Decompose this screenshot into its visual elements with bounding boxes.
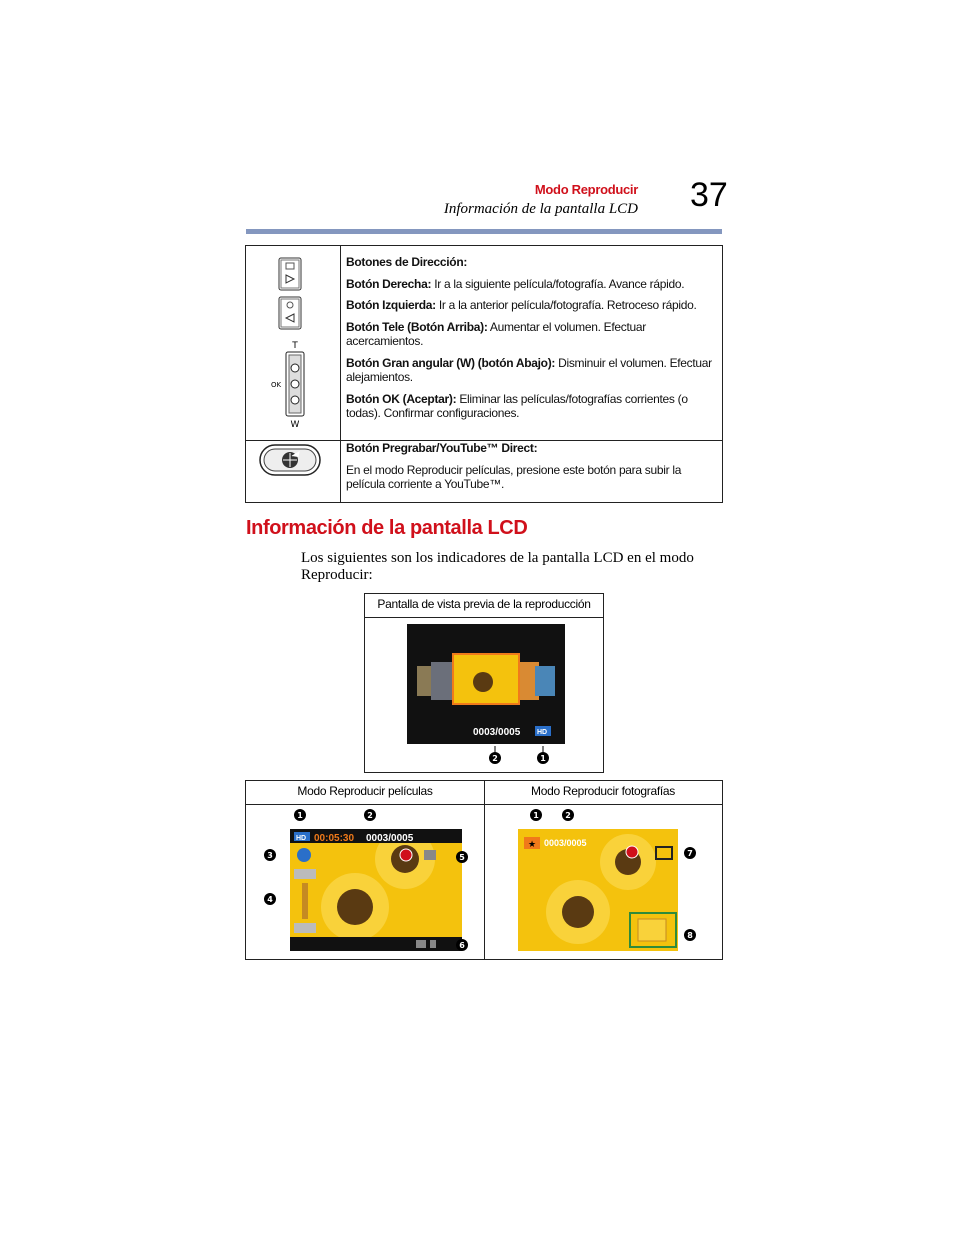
pregrabar-youtube-icon	[259, 444, 321, 476]
volume-bar	[302, 883, 308, 919]
preview-figure	[364, 593, 604, 773]
left-button-desc: Botón Izquierda: Ir a la anterior película/fotografía. Retroceso rápido.	[346, 298, 697, 312]
callout-number: 7	[687, 849, 693, 858]
pregrabar-title: Botón Pregrabar/YouTube™ Direct:	[346, 441, 538, 455]
header-rule	[246, 229, 722, 234]
left-button-icon	[278, 296, 302, 330]
zoom-t-label: T	[292, 341, 298, 351]
ok-hint-icon	[416, 940, 426, 948]
running-header-subsection: Información de la pantalla LCD	[443, 201, 638, 217]
photo-playback-screen	[508, 807, 708, 957]
ok-button-desc: Botón OK (Aceptar): Eliminar las películas/fotografías corrientes (o todas). Confirmar configuraciones.	[346, 392, 688, 420]
buttons-table	[245, 245, 723, 503]
table-divider	[484, 781, 485, 959]
figure-divider	[365, 617, 603, 618]
callout-number: 2	[492, 754, 498, 763]
volume-down-icon	[294, 923, 316, 933]
file-counter: 0003/0005	[544, 838, 587, 848]
page-number: 37	[690, 176, 728, 214]
section-intro: Los siguientes son los indicadores de la pantalla LCD en el modo Reproducir:	[301, 550, 694, 583]
preview-lcd-screen	[405, 622, 575, 770]
zoom-w-label: W	[290, 420, 300, 428]
direction-buttons-title: Botones de Dirección:	[346, 255, 468, 269]
movie-playback-screen	[260, 807, 470, 957]
callout-number: 8	[687, 931, 693, 940]
callout-number: 6	[459, 941, 465, 950]
movie-mode-caption: Modo Reproducir películas	[297, 784, 433, 798]
table-divider	[246, 804, 722, 805]
callout-number: 1	[533, 811, 539, 820]
thumb-photo	[431, 662, 453, 700]
volume-up-icon	[294, 869, 316, 879]
callout-number: 4	[267, 895, 273, 904]
hd-badge: HD	[296, 835, 307, 842]
modes-table	[245, 780, 723, 960]
delete-hint-icon	[430, 940, 436, 948]
zoom-ok-label: OK	[270, 381, 282, 389]
wide-button-desc: Botón Gran angular (W) (botón Abajo): Disminuir el volumen. Efectuar alejamientos.	[346, 356, 712, 384]
preview-caption: Pantalla de vista previa de la reproducción	[377, 597, 591, 611]
callout-number: 2	[565, 811, 571, 820]
record-icon	[626, 846, 638, 858]
hd-badge: HD	[537, 729, 548, 736]
movie-elapsed-time: 00:05:30	[314, 833, 355, 844]
record-icon	[400, 849, 412, 861]
callout-number: 1	[540, 754, 546, 763]
right-button-icon	[278, 257, 302, 291]
youtube-upload-icon	[297, 848, 311, 862]
tele-button-desc: Botón Tele (Botón Arriba): Aumentar el volumen. Efectuar acercamientos.	[346, 320, 646, 348]
file-counter: 0003/0005	[366, 833, 414, 844]
thumb-photo	[535, 666, 555, 696]
zoom-area	[638, 919, 666, 941]
svg-text:★: ★	[527, 840, 537, 850]
callout-number: 1	[297, 811, 303, 820]
play-icon	[424, 850, 436, 860]
pregrabar-desc: En el modo Reproducir películas, presione este botón para subir la película corriente a YouTube™.	[346, 463, 682, 491]
callout-number: 2	[367, 811, 373, 820]
table-divider	[340, 246, 341, 502]
zoom-rocker-icon	[268, 340, 314, 428]
callout-number: 3	[267, 851, 273, 860]
right-button-desc: Botón Derecha: Ir a la siguiente película/fotografía. Avance rápido.	[346, 277, 685, 291]
running-header-section: Modo Reproducir	[534, 182, 638, 197]
callout-number: 5	[459, 853, 465, 862]
section-title: Información de la pantalla LCD	[246, 517, 528, 539]
file-counter: 0003/0005	[473, 727, 521, 738]
photo-mode-caption: Modo Reproducir fotografías	[531, 784, 675, 798]
